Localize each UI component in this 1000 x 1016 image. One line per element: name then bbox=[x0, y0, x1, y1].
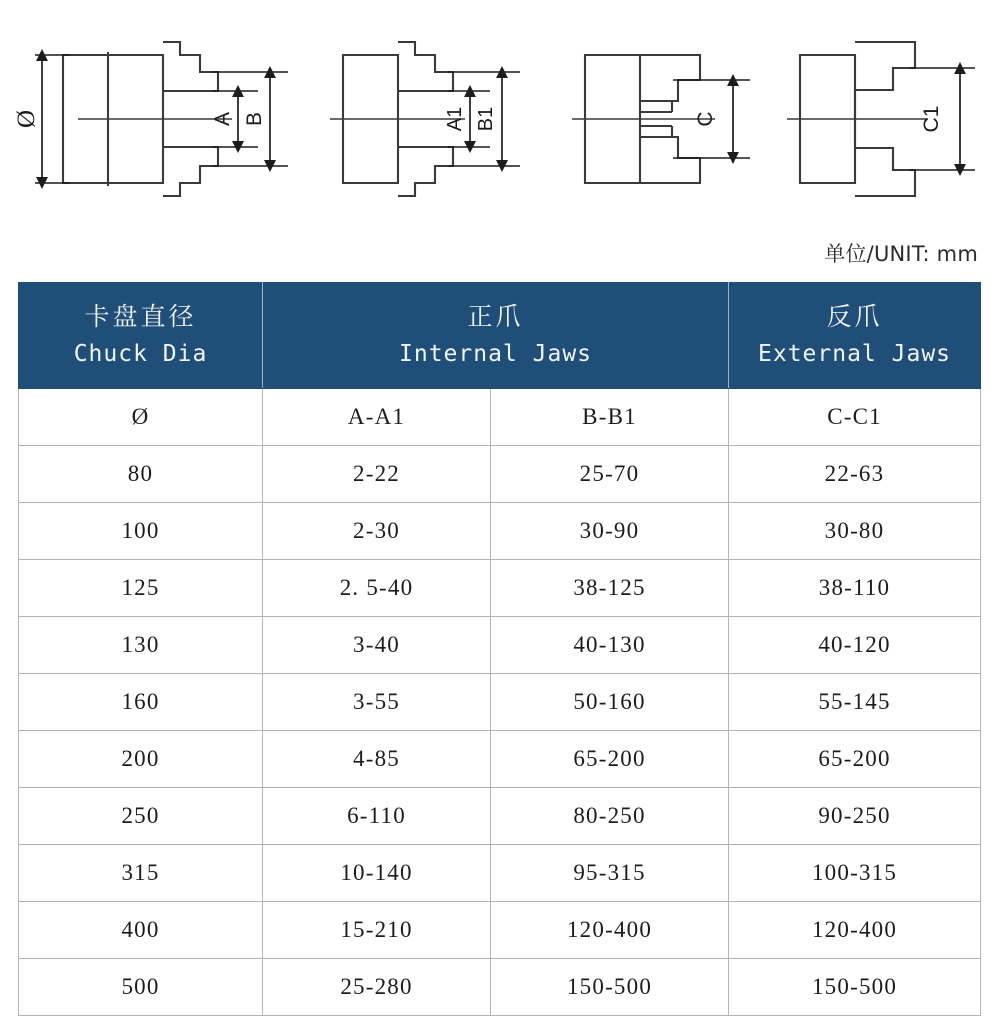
cell-chuck-dia: 80 bbox=[19, 446, 263, 503]
cell-external-c: 38-110 bbox=[729, 560, 981, 617]
header-external-jaws bbox=[729, 283, 981, 389]
cell-internal-a: 2. 5-40 bbox=[263, 560, 491, 617]
cell-internal-b: 95-315 bbox=[491, 845, 729, 902]
header-row bbox=[19, 283, 981, 389]
table-row bbox=[19, 731, 981, 788]
cell-chuck-dia: 500 bbox=[19, 959, 263, 1016]
cell-external-c: 22-63 bbox=[729, 446, 981, 503]
dim-label-a1: A1 bbox=[444, 106, 466, 132]
header-internal-jaws-en: Internal Jaws bbox=[399, 340, 593, 367]
table-body bbox=[19, 389, 981, 1016]
dim-label-b: B bbox=[243, 111, 266, 127]
header-internal-jaws-cn: 正爪 bbox=[467, 302, 524, 331]
subheader-diameter-symbol: Ø bbox=[19, 389, 263, 446]
cell-internal-a: 10-140 bbox=[263, 845, 491, 902]
cell-external-c: 100-315 bbox=[729, 845, 981, 902]
dim-label-a: A bbox=[211, 111, 234, 127]
cell-internal-b: 65-200 bbox=[491, 731, 729, 788]
dim-label-c1: C1 bbox=[920, 105, 943, 133]
dim-label-c: C bbox=[694, 111, 717, 127]
cell-external-c: 40-120 bbox=[729, 617, 981, 674]
table-header bbox=[19, 283, 981, 389]
cell-internal-b: 150-500 bbox=[491, 959, 729, 1016]
cell-internal-b: 38-125 bbox=[491, 560, 729, 617]
cell-chuck-dia: 100 bbox=[19, 503, 263, 560]
cell-internal-b: 50-160 bbox=[491, 674, 729, 731]
specification-table-container bbox=[18, 282, 980, 1016]
dim-label-b1: B1 bbox=[475, 106, 497, 132]
table-row bbox=[19, 845, 981, 902]
table-row bbox=[19, 560, 981, 617]
header-chuck-dia-cn: 卡盘直径 bbox=[84, 302, 197, 331]
chuck-dimension-diagrams bbox=[0, 0, 1000, 228]
technical-drawings-strip bbox=[0, 0, 1000, 228]
subheader-c-c1: C-C1 bbox=[729, 389, 981, 446]
cell-internal-a: 25-280 bbox=[263, 959, 491, 1016]
cell-internal-a: 6-110 bbox=[263, 788, 491, 845]
cell-chuck-dia: 200 bbox=[19, 731, 263, 788]
cell-internal-a: 2-22 bbox=[263, 446, 491, 503]
cell-chuck-dia: 160 bbox=[19, 674, 263, 731]
cell-internal-a: 3-40 bbox=[263, 617, 491, 674]
subheader-a-a1: A-A1 bbox=[263, 389, 491, 446]
table-row bbox=[19, 788, 981, 845]
subheader-b-b1: B-B1 bbox=[491, 389, 729, 446]
cell-external-c: 30-80 bbox=[729, 503, 981, 560]
cell-external-c: 90-250 bbox=[729, 788, 981, 845]
table-row bbox=[19, 959, 981, 1016]
cell-external-c: 65-200 bbox=[729, 731, 981, 788]
cell-external-c: 150-500 bbox=[729, 959, 981, 1016]
subheader-row bbox=[19, 389, 981, 446]
header-chuck-dia bbox=[19, 283, 263, 389]
header-external-jaws-cn: 反爪 bbox=[826, 302, 883, 331]
table-row bbox=[19, 617, 981, 674]
table-row bbox=[19, 902, 981, 959]
cell-external-c: 55-145 bbox=[729, 674, 981, 731]
table-row bbox=[19, 674, 981, 731]
cell-internal-b: 25-70 bbox=[491, 446, 729, 503]
dim-label-diameter: Ø bbox=[13, 109, 40, 129]
cell-chuck-dia: 250 bbox=[19, 788, 263, 845]
header-external-jaws-en: External Jaws bbox=[758, 340, 952, 367]
cell-internal-b: 80-250 bbox=[491, 788, 729, 845]
cell-chuck-dia: 130 bbox=[19, 617, 263, 674]
specification-table bbox=[18, 282, 981, 1016]
cell-external-c: 120-400 bbox=[729, 902, 981, 959]
unit-note: 单位/UNIT: mm bbox=[824, 242, 978, 266]
header-internal-jaws bbox=[263, 283, 729, 389]
table-row bbox=[19, 446, 981, 503]
cell-chuck-dia: 400 bbox=[19, 902, 263, 959]
cell-internal-a: 15-210 bbox=[263, 902, 491, 959]
cell-internal-b: 40-130 bbox=[491, 617, 729, 674]
cell-internal-a: 4-85 bbox=[263, 731, 491, 788]
cell-internal-b: 120-400 bbox=[491, 902, 729, 959]
cell-chuck-dia: 125 bbox=[19, 560, 263, 617]
cell-internal-a: 3-55 bbox=[263, 674, 491, 731]
cell-internal-a: 2-30 bbox=[263, 503, 491, 560]
cell-internal-b: 30-90 bbox=[491, 503, 729, 560]
cell-chuck-dia: 315 bbox=[19, 845, 263, 902]
header-chuck-dia-en: Chuck Dia bbox=[73, 340, 208, 367]
table-row bbox=[19, 503, 981, 560]
